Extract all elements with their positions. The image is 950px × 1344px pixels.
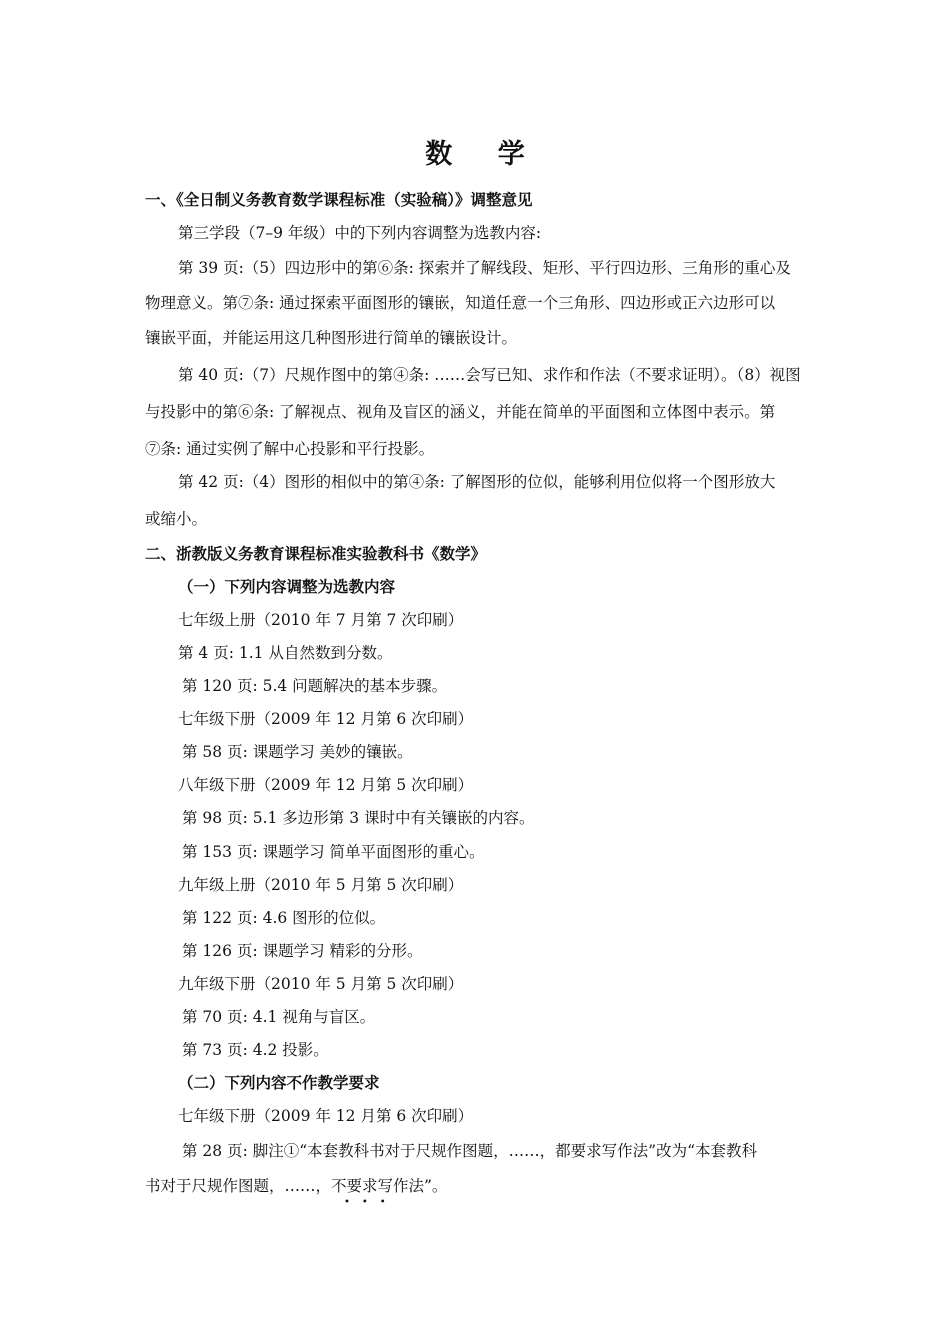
list-item: 第 122 页: 4.6 图形的位似。 [182,909,386,927]
list-item: 第 73 页: 4.2 投影。 [182,1041,329,1059]
section1-intro: 第三学段（7–9 年级）中的下列内容调整为选教内容: [178,224,542,242]
p42-line-1: 第 42 页:（4）图形的相似中的第④条: 了解图形的位似，能够利用位似将一个图形放大 [178,473,776,491]
section2-sub2: （二）下列内容不作教学要求 [178,1073,380,1092]
list-item: 第 126 页: 课题学习 精彩的分形。 [182,942,423,960]
p40-line-2: 与投影中的第⑥条: 了解视点、视角及盲区的涵义，并能在简单的平面图和立体图中表示。第 [145,403,776,421]
list-item: 第 4 页: 1.1 从自然数到分数。 [178,644,393,662]
emphasis-dots: ••• [344,1197,398,1208]
p39-line-1: 第 39 页:（5）四边形中的第⑥条: 探索并了解线段、矩形、平行四边形、三角形的重心及 [178,259,791,277]
list-item: 八年级下册（2009 年 12 月第 5 次印刷） [178,776,474,794]
p28-line-2: 书对于尺规作图题，……，不要求写作法”。 [145,1177,448,1195]
page-title: 数 学 [425,139,543,170]
p40-line-3: ⑦条: 通过实例了解中心投影和平行投影。 [145,440,435,458]
list-item: 九年级下册（2010 年 5 月第 5 次印刷） [178,975,464,993]
p39-line-3: 镶嵌平面，并能运用这几种图形进行简单的镶嵌设计。 [145,329,518,347]
p39-line-2: 物理意义。第⑦条: 通过探索平面图形的镶嵌，知道任意一个三角形、四边形或正六边形可以 [145,294,776,312]
list-item: 第 58 页: 课题学习 美妙的镶嵌。 [182,743,413,761]
section2-heading: 二、浙教版义务教育课程标准实验教科书《数学》 [145,544,487,563]
list-item: 九年级上册（2010 年 5 月第 5 次印刷） [178,876,464,894]
p40-line-1: 第 40 页:（7）尺规作图中的第④条: ……会写已知、求作和作法（不要求证明）。（8）视图 [178,366,801,384]
list-item: 七年级上册（2010 年 7 月第 7 次印刷） [178,611,464,629]
section2-sub1: （一）下列内容调整为选教内容 [178,577,396,596]
list-item: 第 153 页: 课题学习 简单平面图形的重心。 [182,843,485,861]
section1-heading: 一、《全日制义务教育数学课程标准（实验稿）》调整意见 [145,190,533,209]
list-item: 第 98 页: 5.1 多边形第 3 课时中有关镶嵌的内容。 [182,809,535,827]
list-item: 第 70 页: 4.1 视角与盲区。 [182,1008,376,1026]
list-item: 七年级下册（2009 年 12 月第 6 次印刷） [178,710,474,728]
book-edition: 七年级下册（2009 年 12 月第 6 次印刷） [178,1107,474,1125]
list-item: 第 120 页: 5.4 问题解决的基本步骤。 [182,677,448,695]
p28-line-1: 第 28 页: 脚注①“本套教科书对于尺规作图题，……，都要求写作法”改为“本套教科 [182,1142,758,1160]
p42-line-2: 或缩小。 [145,510,208,528]
